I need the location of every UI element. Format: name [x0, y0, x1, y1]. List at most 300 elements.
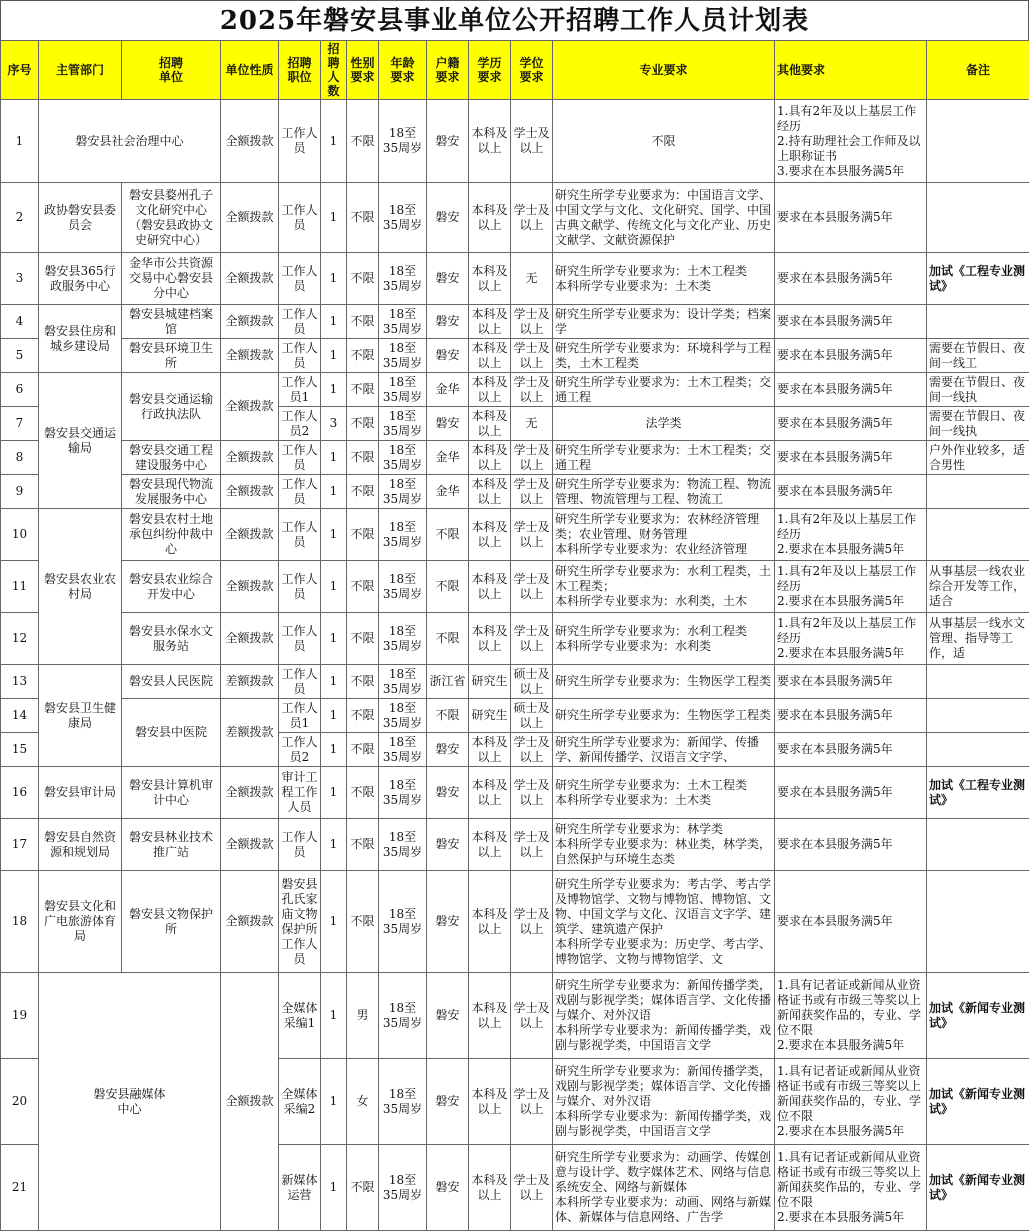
cell-text: 不限 [349, 271, 376, 286]
cell-text: 全额拨款 [223, 631, 276, 646]
count-cell [321, 1059, 347, 1145]
cell-text: 1.具有记者证或新闻从业资格证书或有市级三等奖以上新闻获奖作品的，专业、学位不限 2.要求在本县服务满5年 [777, 1150, 924, 1225]
age-cell [379, 305, 427, 339]
dept-cell [39, 819, 122, 871]
cell-text: 研究生所学专业要求为：林学类 本科所学专业要求为：林业类，林学类，自然保护与环境生态类 [555, 822, 772, 867]
degree-cell [511, 253, 553, 305]
cell-text: 全额拨款 [223, 1094, 276, 1109]
age-cell [379, 561, 427, 613]
age-cell [379, 699, 427, 733]
age-cell [379, 973, 427, 1059]
nature-cell [221, 183, 279, 253]
major-cell [553, 475, 775, 509]
unit-cell [122, 339, 221, 373]
cell-text: 磐安县卫生健康局 [41, 701, 119, 731]
position-cell [279, 1059, 321, 1145]
unit-cell [122, 665, 221, 699]
cell-text: 金华 [429, 450, 466, 465]
cell-text: 全媒体 采编1 [281, 1001, 318, 1031]
cell-text: 全媒体 采编2 [281, 1087, 318, 1117]
cell-text: 磐安县现代物流发展服务中心 [124, 477, 218, 507]
cell-text: 全额拨款 [223, 399, 276, 414]
hukou-cell [427, 819, 469, 871]
other-cell [775, 871, 927, 973]
other-cell [775, 373, 927, 407]
cell-text: 硕士及 以上 [513, 701, 550, 731]
table-row [1, 973, 1029, 1059]
cell-text: 研究生所学专业要求为：水利工程类 本科所学专业要求为：水利类 [555, 624, 772, 654]
dept-cell [39, 373, 122, 509]
age-cell [379, 100, 427, 183]
row-number [1, 1145, 39, 1231]
cell-text: 磐安 [429, 914, 466, 929]
header-position: 招聘 职位 [279, 41, 321, 100]
cell-text: 本科及 以上 [471, 307, 508, 337]
edu-cell [469, 441, 511, 475]
cell-text: 加试《新闻专业测试》 [929, 1173, 1027, 1203]
remark-cell [927, 475, 1029, 509]
cell-text: 要求在本县服务满5年 [777, 382, 924, 397]
cell-text: 磐安县交通运输行政执法队 [124, 392, 218, 422]
cell-text: 工作人 员 [281, 572, 318, 602]
cell-text: 2 [3, 210, 36, 225]
cell-text: 磐安县人民医院 [124, 674, 218, 689]
header-count: 招聘 人数 [321, 41, 347, 100]
remark-cell [927, 441, 1029, 475]
degree-cell [511, 100, 553, 183]
major-cell [553, 183, 775, 253]
degree-cell [511, 1145, 553, 1231]
gender-cell [347, 733, 379, 767]
cell-text: 9 [3, 484, 36, 499]
nature-cell [221, 100, 279, 183]
cell-text: 磐安 [429, 348, 466, 363]
cell-text: 加试《新闻专业测试》 [929, 1087, 1027, 1117]
cell-text: 不限 [555, 134, 772, 149]
degree-cell [511, 441, 553, 475]
cell-text: 要求在本县服务满5年 [777, 271, 924, 286]
cell-text: 学士及 以上 [513, 1087, 550, 1117]
cell-text: 学士及 以上 [513, 907, 550, 937]
table-row [1, 373, 1029, 407]
cell-text: 磐安 [429, 1008, 466, 1023]
cell-text: 磐安县自然资源和规划局 [41, 830, 119, 860]
other-cell [775, 339, 927, 373]
cell-text: 本科及 以上 [471, 778, 508, 808]
row-number [1, 819, 39, 871]
cell-text: 工作人 员 [281, 443, 318, 473]
other-cell [775, 183, 927, 253]
nature-cell [221, 767, 279, 819]
count-cell [321, 819, 347, 871]
nature-cell [221, 665, 279, 699]
row-number [1, 183, 39, 253]
cell-text: 8 [3, 450, 36, 465]
nature-cell [221, 699, 279, 767]
cell-text: 不限 [349, 742, 376, 757]
table-row [1, 100, 1029, 183]
header-age: 年龄 要求 [379, 41, 427, 100]
cell-text: 金华市公共资源交易中心磐安县分中心 [124, 256, 218, 301]
cell-text: 1 [323, 631, 344, 646]
cell-text: 磐安县农业综合开发中心 [124, 572, 218, 602]
position-cell [279, 475, 321, 509]
remark-cell [927, 561, 1029, 613]
cell-text: 不限 [349, 527, 376, 542]
gender-cell [347, 767, 379, 819]
other-cell [775, 665, 927, 699]
hukou-cell [427, 475, 469, 509]
cell-text: 工作人 员 [281, 520, 318, 550]
hukou-cell [427, 613, 469, 665]
position-cell [279, 871, 321, 973]
cell-text: 磐安县 孔氏家 庙文物 保护所 工作人 员 [281, 877, 318, 967]
dept-cell [39, 665, 122, 767]
unit-cell [122, 373, 221, 441]
nature-cell [221, 373, 279, 441]
age-cell [379, 253, 427, 305]
cell-text: 18至 35周岁 [381, 1087, 424, 1117]
hukou-cell [427, 441, 469, 475]
unit-cell [122, 475, 221, 509]
nature-cell [221, 561, 279, 613]
count-cell [321, 441, 347, 475]
age-cell [379, 665, 427, 699]
position-cell [279, 613, 321, 665]
cell-text: 政协磐安县委员会 [41, 203, 119, 233]
other-cell [775, 253, 927, 305]
edu-cell [469, 699, 511, 733]
cell-text: 1 [323, 271, 344, 286]
cell-text: 本科及 以上 [471, 443, 508, 473]
edu-cell [469, 733, 511, 767]
table-row [1, 509, 1029, 561]
cell-text: 磐安 [429, 314, 466, 329]
cell-text: 1 [323, 134, 344, 149]
cell-text: 工作人 员 [281, 341, 318, 371]
hukou-cell [427, 561, 469, 613]
nature-cell [221, 819, 279, 871]
cell-text: 研究生所学专业要求为：生物医学工程类 [555, 674, 772, 689]
cell-text: 1 [323, 1008, 344, 1023]
degree-cell [511, 305, 553, 339]
hukou-cell [427, 1145, 469, 1231]
remark-cell [927, 1059, 1029, 1145]
gender-cell [347, 441, 379, 475]
count-cell [321, 1145, 347, 1231]
hukou-cell [427, 100, 469, 183]
cell-text: 全额拨款 [223, 484, 276, 499]
row-number [1, 665, 39, 699]
age-cell [379, 1145, 427, 1231]
position-cell [279, 305, 321, 339]
cell-text: 18至 35周岁 [381, 778, 424, 808]
cell-text: 不限 [349, 631, 376, 646]
cell-text: 研究生 [471, 674, 508, 689]
gender-cell [347, 613, 379, 665]
degree-cell [511, 339, 553, 373]
cell-text: 全额拨款 [223, 579, 276, 594]
edu-cell [469, 561, 511, 613]
other-cell [775, 733, 927, 767]
dept-cell [39, 305, 122, 373]
page-title: 2025年磐安县事业单位公开招聘工作人员计划表 [0, 0, 1029, 40]
degree-cell [511, 767, 553, 819]
cell-text: 磐安县融媒体 中心 [41, 1087, 218, 1117]
cell-text: 需要在节假日、夜间一线工 [929, 341, 1027, 371]
remark-cell [927, 253, 1029, 305]
cell-text: 本科及 以上 [471, 1001, 508, 1031]
header-dept: 主管部门 [39, 41, 122, 100]
cell-text: 学士及 以上 [513, 624, 550, 654]
unit-cell [122, 509, 221, 561]
cell-text: 18至 35周岁 [381, 203, 424, 233]
major-cell [553, 613, 775, 665]
cell-text: 要求在本县服务满5年 [777, 314, 924, 329]
cell-text: 需要在节假日、夜间一线执 [929, 375, 1027, 405]
edu-cell [469, 475, 511, 509]
cell-text: 18至 35周岁 [381, 624, 424, 654]
cell-text: 磐安县婺州孔子文化研究中心（磐安县政协文史研究中心） [124, 188, 218, 248]
major-cell [553, 561, 775, 613]
degree-cell [511, 665, 553, 699]
cell-text: 研究生所学专业要求为：土木工程类；交通工程 [555, 443, 772, 473]
nature-cell [221, 871, 279, 973]
remark-cell [927, 665, 1029, 699]
count-cell [321, 100, 347, 183]
hukou-cell [427, 699, 469, 733]
cell-text: 全额拨款 [223, 914, 276, 929]
edu-cell [469, 973, 511, 1059]
cell-text: 磐安县住房和城乡建设局 [41, 324, 119, 354]
remark-cell [927, 305, 1029, 339]
cell-text: 18至 35周岁 [381, 264, 424, 294]
remark-cell [927, 699, 1029, 733]
table-row [1, 699, 1029, 733]
age-cell [379, 441, 427, 475]
remark-cell [927, 339, 1029, 373]
cell-text: 全额拨款 [223, 450, 276, 465]
cell-text: 1 [323, 742, 344, 757]
row-number [1, 407, 39, 441]
cell-text: 1 [323, 210, 344, 225]
edu-cell [469, 407, 511, 441]
cell-text: 18至 35周岁 [381, 307, 424, 337]
cell-text: 要求在本县服务满5年 [777, 674, 924, 689]
count-cell [321, 183, 347, 253]
cell-text: 研究生所学专业要求为：新闻传播学类，戏剧与影视学类；媒体语言学、文化传播与媒介、对外汉语 本科所学专业要求为：新闻传播学类，戏剧与影视学类，中国语言文学 [555, 978, 772, 1053]
position-cell [279, 973, 321, 1059]
edu-cell [469, 509, 511, 561]
unit-cell [122, 819, 221, 871]
count-cell [321, 973, 347, 1059]
major-cell [553, 441, 775, 475]
other-cell [775, 699, 927, 733]
cell-text: 工作人 员1 [281, 375, 318, 405]
cell-text: 1 [323, 382, 344, 397]
row-number [1, 339, 39, 373]
degree-cell [511, 373, 553, 407]
cell-text: 不限 [349, 785, 376, 800]
degree-cell [511, 407, 553, 441]
cell-text: 18至 35周岁 [381, 830, 424, 860]
table-row [1, 665, 1029, 699]
gender-cell [347, 407, 379, 441]
count-cell [321, 373, 347, 407]
cell-text: 要求在本县服务满5年 [777, 837, 924, 852]
header-degree: 学位 要求 [511, 41, 553, 100]
other-cell [775, 1059, 927, 1145]
count-cell [321, 253, 347, 305]
gender-cell [347, 1059, 379, 1145]
cell-text: 磐安 [429, 742, 466, 757]
age-cell [379, 767, 427, 819]
cell-text: 工作人 员 [281, 126, 318, 156]
header-nature: 单位性质 [221, 41, 279, 100]
cell-text: 学士及 以上 [513, 341, 550, 371]
table-row [1, 561, 1029, 613]
edu-cell [469, 183, 511, 253]
other-cell [775, 509, 927, 561]
position-cell [279, 183, 321, 253]
hukou-cell [427, 1059, 469, 1145]
gender-cell [347, 699, 379, 733]
cell-text: 要求在本县服务满5年 [777, 914, 924, 929]
header-hukou: 户籍 要求 [427, 41, 469, 100]
gender-cell [347, 561, 379, 613]
cell-text: 不限 [429, 579, 466, 594]
count-cell [321, 699, 347, 733]
cell-text: 研究生所学专业要求为：物流工程、物流管理、物流管理与工程、物流工 [555, 477, 772, 507]
cell-text: 不限 [429, 708, 466, 723]
cell-text: 工作人 员2 [281, 409, 318, 439]
remark-cell [927, 509, 1029, 561]
unit-cell [122, 441, 221, 475]
cell-text: 不限 [349, 837, 376, 852]
cell-text: 学士及 以上 [513, 477, 550, 507]
cell-text: 1 [323, 579, 344, 594]
position-cell [279, 733, 321, 767]
cell-text: 要求在本县服务满5年 [777, 210, 924, 225]
degree-cell [511, 1059, 553, 1145]
other-cell [775, 613, 927, 665]
header-row [1, 41, 1029, 100]
cell-text: 1 [323, 1094, 344, 1109]
cell-text: 17 [3, 837, 36, 852]
degree-cell [511, 509, 553, 561]
hukou-cell [427, 305, 469, 339]
other-cell [775, 561, 927, 613]
dept-cell [39, 973, 221, 1231]
cell-text: 全额拨款 [223, 271, 276, 286]
count-cell [321, 733, 347, 767]
major-cell [553, 305, 775, 339]
hukou-cell [427, 767, 469, 819]
cell-text: 1 [323, 785, 344, 800]
gender-cell [347, 373, 379, 407]
major-cell [553, 100, 775, 183]
cell-text: 3 [323, 416, 344, 431]
cell-text: 学士及 以上 [513, 1001, 550, 1031]
cell-text: 研究生所学专业要求为：新闻传播学类，戏剧与影视学类；媒体语言学、文化传播与媒介、对外汉语 本科所学专业要求为：新闻传播学类，戏剧与影视学类，中国语言文学 [555, 1064, 772, 1139]
cell-text: 无 [513, 416, 550, 431]
cell-text: 18至 35周岁 [381, 735, 424, 765]
gender-cell [347, 509, 379, 561]
position-cell [279, 407, 321, 441]
remark-cell [927, 407, 1029, 441]
remark-cell [927, 819, 1029, 871]
cell-text: 工作人 员 [281, 667, 318, 697]
cell-text: 金华 [429, 382, 466, 397]
header-no: 序号 [1, 41, 39, 100]
cell-text: 差额拨款 [223, 674, 276, 689]
cell-text: 不限 [349, 314, 376, 329]
cell-text: 要求在本县服务满5年 [777, 348, 924, 363]
gender-cell [347, 183, 379, 253]
dept-cell [39, 183, 122, 253]
cell-text: 磐安县农业农村局 [41, 572, 119, 602]
row-number [1, 373, 39, 407]
degree-cell [511, 819, 553, 871]
cell-text: 磐安 [429, 210, 466, 225]
cell-text: 从事基层一线水文管理、指导等工作，适 [929, 616, 1027, 661]
degree-cell [511, 613, 553, 665]
edu-cell [469, 1145, 511, 1231]
major-cell [553, 339, 775, 373]
major-cell [553, 819, 775, 871]
cell-text: 磐安县交通工程建设服务中心 [124, 443, 218, 473]
cell-text: 要求在本县服务满5年 [777, 484, 924, 499]
cell-text: 1.具有记者证或新闻从业资格证书或有市级三等奖以上新闻获奖作品的，专业、学位不限 2.要求在本县服务满5年 [777, 1064, 924, 1139]
table-row [1, 339, 1029, 373]
table-row [1, 767, 1029, 819]
cell-text: 14 [3, 708, 36, 723]
cell-text: 研究生所学专业要求为：土木工程类；交通工程 [555, 375, 772, 405]
remark-cell [927, 373, 1029, 407]
cell-text: 1 [323, 1180, 344, 1195]
count-cell [321, 613, 347, 665]
cell-text: 学士及 以上 [513, 572, 550, 602]
cell-text: 15 [3, 742, 36, 757]
cell-text: 18至 35周岁 [381, 126, 424, 156]
degree-cell [511, 973, 553, 1059]
cell-text: 本科及 以上 [471, 477, 508, 507]
cell-text: 19 [3, 1008, 36, 1023]
cell-text: 11 [3, 579, 36, 594]
remark-cell [927, 871, 1029, 973]
cell-text: 加试《工程专业测试》 [929, 778, 1027, 808]
cell-text: 不限 [349, 210, 376, 225]
other-cell [775, 1145, 927, 1231]
cell-text: 审计工 程工作 人员 [281, 770, 318, 815]
row-number [1, 1059, 39, 1145]
cell-text: 要求在本县服务满5年 [777, 416, 924, 431]
cell-text: 学士及 以上 [513, 778, 550, 808]
cell-text: 全额拨款 [223, 134, 276, 149]
cell-text: 本科及 以上 [471, 624, 508, 654]
cell-text: 工作人 员 [281, 624, 318, 654]
cell-text: 18至 35周岁 [381, 375, 424, 405]
gender-cell [347, 665, 379, 699]
cell-text: 本科及 以上 [471, 264, 508, 294]
table-row [1, 871, 1029, 973]
cell-text: 4 [3, 314, 36, 329]
row-number [1, 253, 39, 305]
cell-text: 研究生所学专业要求为：设计学类；档案学 [555, 307, 772, 337]
cell-text: 18至 35周岁 [381, 1173, 424, 1203]
major-cell [553, 407, 775, 441]
unit-cell [122, 767, 221, 819]
